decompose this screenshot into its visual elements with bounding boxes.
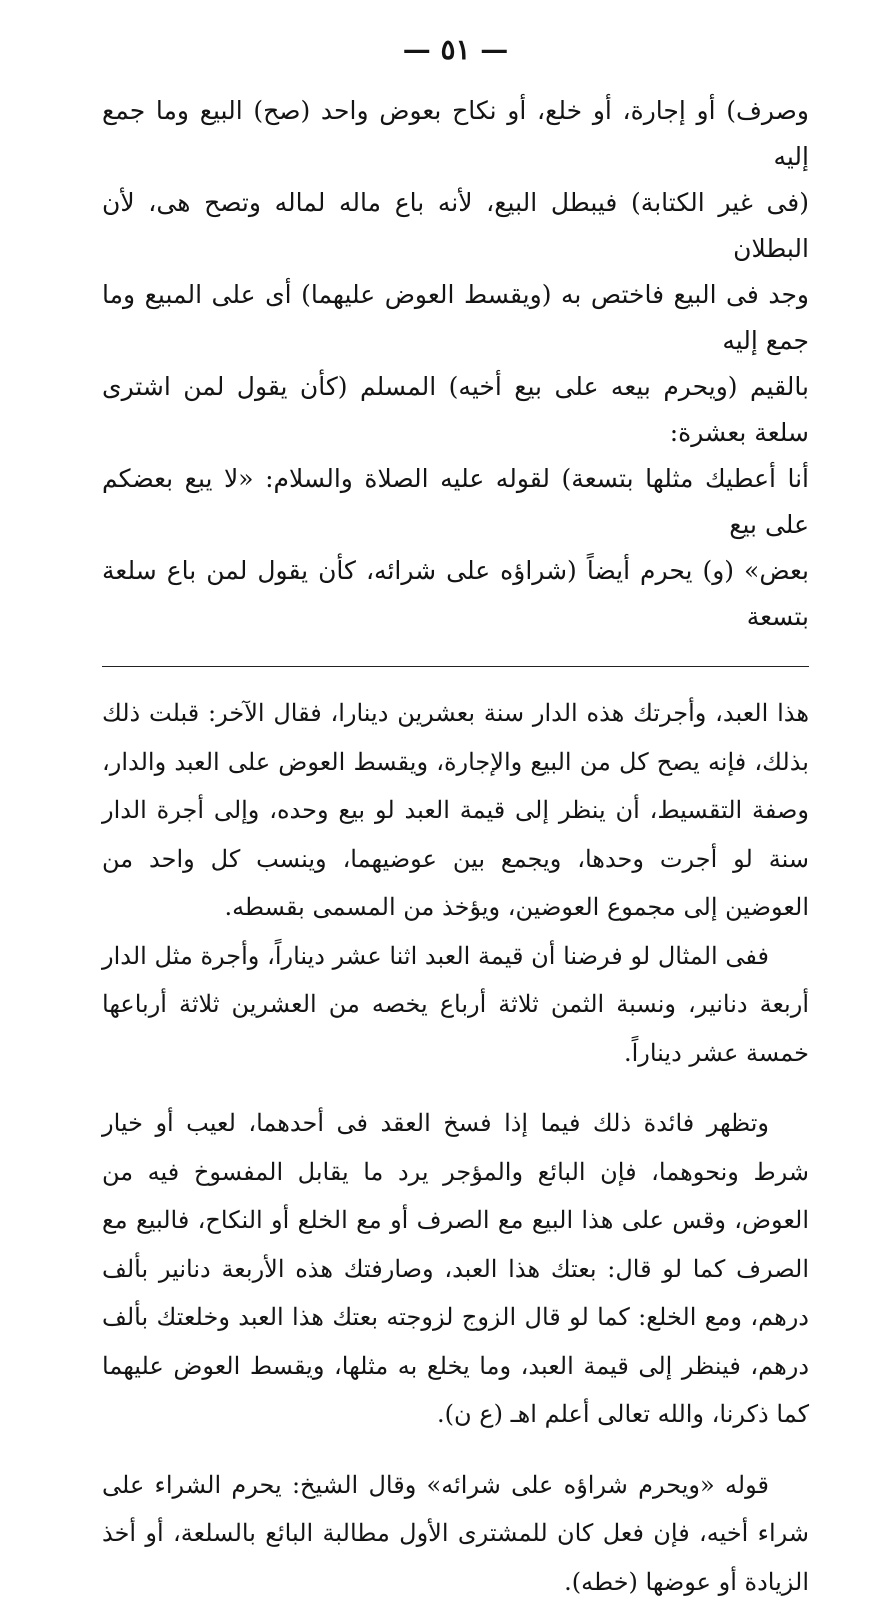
main-text-line: وصرف) أو إجارة، أو خلع، أو نكاح بعوض واحد (صح) البيع وما جمع إليه <box>102 88 809 180</box>
main-text-line: (فى غير الكتابة) فيبطل البيع، لأنه باع ماله لماله وتصح هى، لأن البطلان <box>102 180 809 272</box>
commentary-paragraph: وتظهر فائدة ذلك فيما إذا فسخ العقد فى أحدهما، لعيب أو خيار شرط ونحوهما، فإن البائع والمؤجر يرد ما يقابل المفسوخ فيه من العوض، وقس على هذا البيع مع الصرف أو مع الخلع أو النكاح، فالبيع مع الصرف كما لو قال: بعتك هذا العبد، وصارفتك هذه الأربعة دنانير بألف درهم، ومع الخلع: كما لو قال الزوج لزوجته بعتك هذا العبد وخلعتك بألف درهم، فينظر إلى قيمة العبد، وما يخلع به مثلها، ويقسط العوض عليهما كما ذكرنا، والله تعالى أعلم اهـ (ع ن). <box>102 1099 809 1439</box>
commentary-paragraph: قوله «ويحرم شراؤه على شرائه» وقال الشيخ: يحرم الشراء على شراء أخيه، فإن فعل كان للمشترى الأول مطالبة البائع بالسلعة، أو أخذ الزيادة أو عوضها (خطه). <box>102 1461 809 1606</box>
commentary-paragraph: ففى المثال لو فرضنا أن قيمة العبد اثنا عشر ديناراً، وأجرة مثل الدار أربعة دنانير، ونسبة الثمن ثلاثة أرباع يخصه من العشرين ثلاثة أرباعها خمسة عشر ديناراً. <box>102 932 809 1078</box>
commentary-paragraph: هذا العبد، وأجرتك هذه الدار سنة بعشرين دينارا، فقال الآخر: قبلت ذلك بذلك، فإنه يصح كل من البيع والإجارة، ويقسط العوض على العبد والدار، وصفة التقسيط، أن ينظر إلى قيمة العبد لو بيع وحده، وإلى أجرة الدار سنة لو أجرت وحدها، ويجمع بين عوضيهما، وينسب كل واحد من العوضين إلى مجموع العوضين، ويؤخذ من المسمى بقسطه. <box>102 689 809 932</box>
main-text <box>102 88 809 640</box>
main-text-line: بالقيم (ويحرم بيعه على بيع أخيه) المسلم (كأن يقول لمن اشترى سلعة بعشرة: <box>102 364 809 456</box>
main-text-line: وجد فى البيع فاختص به (ويقسط العوض عليهما) أى على المبيع وما جمع إليه <box>102 272 809 364</box>
main-text-line: أنا أعطيك مثلها بتسعة) لقوله عليه الصلاة والسلام: «لا يبع بعضكم على بيع <box>102 456 809 548</box>
main-text-line: بعض» (و) يحرم أيضاً (شراؤه على شرائه، كأن يقول لمن باع سلعة بتسعة <box>102 548 809 640</box>
footnote-divider <box>102 666 809 667</box>
page-number: — ٥١ — <box>102 36 809 64</box>
commentary-footnotes <box>102 689 809 1606</box>
